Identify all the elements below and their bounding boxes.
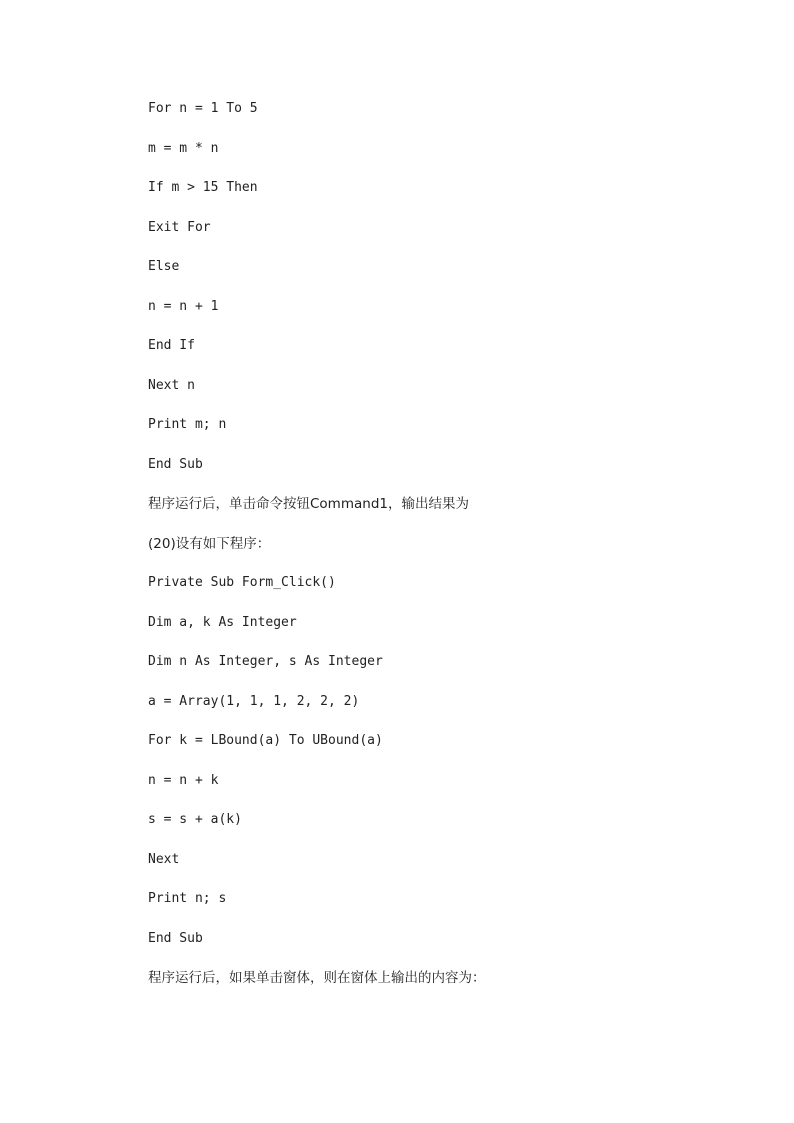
code-line: Dim a, k As Integer xyxy=(148,614,297,630)
code-line: Dim n As Integer, s As Integer xyxy=(148,654,383,669)
code-line: s = s + a(k) xyxy=(148,812,242,827)
code-line: Exit For xyxy=(148,219,211,235)
code-line: Private Sub Form_Click() xyxy=(148,575,336,590)
code-line: If m > 15 Then xyxy=(148,180,258,195)
code-line: Else xyxy=(148,259,180,274)
code-line: End Sub xyxy=(148,456,203,472)
code-line: Next xyxy=(148,851,180,867)
code-line: Print m; n xyxy=(148,417,227,432)
code-line: a = Array(1, 1, 1, 2, 2, 2) xyxy=(148,693,360,709)
code-line: Print n; s xyxy=(148,891,227,906)
code-line: For k = LBound(a) To UBound(a) xyxy=(148,733,383,748)
question-text: 程序运行后，单击命令按钮Command1，输出结果为 xyxy=(148,496,469,512)
code-line: End Sub xyxy=(148,930,203,946)
code-line: n = n + 1 xyxy=(148,298,219,314)
code-line: Next n xyxy=(148,377,195,393)
question-text: 程序运行后，如果单击窗体，则在窗体上输出的内容为： xyxy=(148,970,486,986)
document-content xyxy=(148,100,708,1009)
code-line: End If xyxy=(148,338,195,353)
code-line: m = m * n xyxy=(148,140,219,156)
question-heading: (20)设有如下程序： xyxy=(148,535,271,552)
code-line: n = n + k xyxy=(148,772,219,788)
code-line: For n = 1 To 5 xyxy=(148,101,258,116)
